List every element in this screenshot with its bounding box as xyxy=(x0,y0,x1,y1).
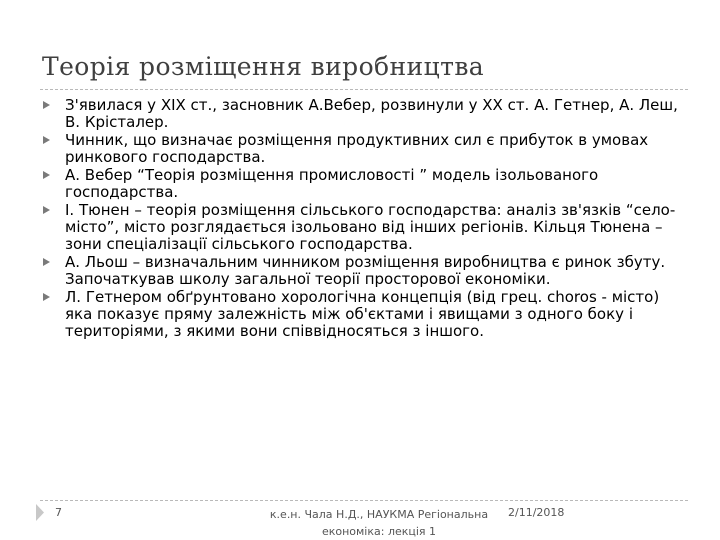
bullet-text: Л. Гетнером обґрунтовано хорологічна концепція (від грец. choros - місто) яка показує пряму залежність між об'єктами і явищами з одного боку і територіями, з якими вони співвідносяться з іншого. xyxy=(65,288,660,340)
page-marker-icon xyxy=(36,504,44,521)
bullet-arrow-icon xyxy=(43,136,50,144)
bullet-arrow-icon xyxy=(43,258,50,266)
bullet-text: А. Вебер “Теорія розміщення промисловості ” модель ізольованого господарства. xyxy=(65,166,599,201)
bullet-arrow-icon xyxy=(43,206,50,214)
bullet-text: З'явилася у XIX ст., засновник А.Вебер, розвинули у XX ст. А. Гетнер, А. Леш, В. Крісталер. xyxy=(65,96,678,131)
bullet-item xyxy=(40,254,680,288)
footer-date: 2/11/2018 xyxy=(508,506,565,519)
bullet-text: А. Льош – визначальним чинником розміщення виробництва є ринок збуту. Започаткував школу загальної теорії просторової економіки. xyxy=(65,253,666,288)
bullet-arrow-icon xyxy=(43,293,50,301)
footer-author-line1: к.е.н. Чала Н.Д., НАУКМА Регіональна xyxy=(269,508,489,521)
page-number: 7 xyxy=(55,506,62,519)
bullet-arrow-icon xyxy=(43,101,50,109)
bullet-item xyxy=(40,97,680,131)
bullet-text: І. Тюнен – теорія розміщення сільського господарства: аналіз зв'язків “село-місто”, місто розглядається ізольовано від інших регіонів. Кільця Тюнена – зони спеціалізації сільського господарства. xyxy=(65,201,676,253)
footer-divider xyxy=(40,500,688,501)
bullet-item xyxy=(40,202,680,253)
bullet-item xyxy=(40,132,680,166)
bullet-list xyxy=(40,97,680,341)
slide-title: Теорія розміщення виробництва xyxy=(42,52,485,81)
bullet-item xyxy=(40,167,680,201)
title-divider xyxy=(40,89,688,90)
footer-author xyxy=(248,506,510,540)
bullet-text: Чинник, що визначає розміщення продуктивних сил є прибуток в умовах ринкового господарства. xyxy=(65,131,649,166)
bullet-item xyxy=(40,289,680,340)
footer-author-line2: економіка: лекція 1 xyxy=(321,525,437,538)
bullet-arrow-icon xyxy=(43,171,50,179)
